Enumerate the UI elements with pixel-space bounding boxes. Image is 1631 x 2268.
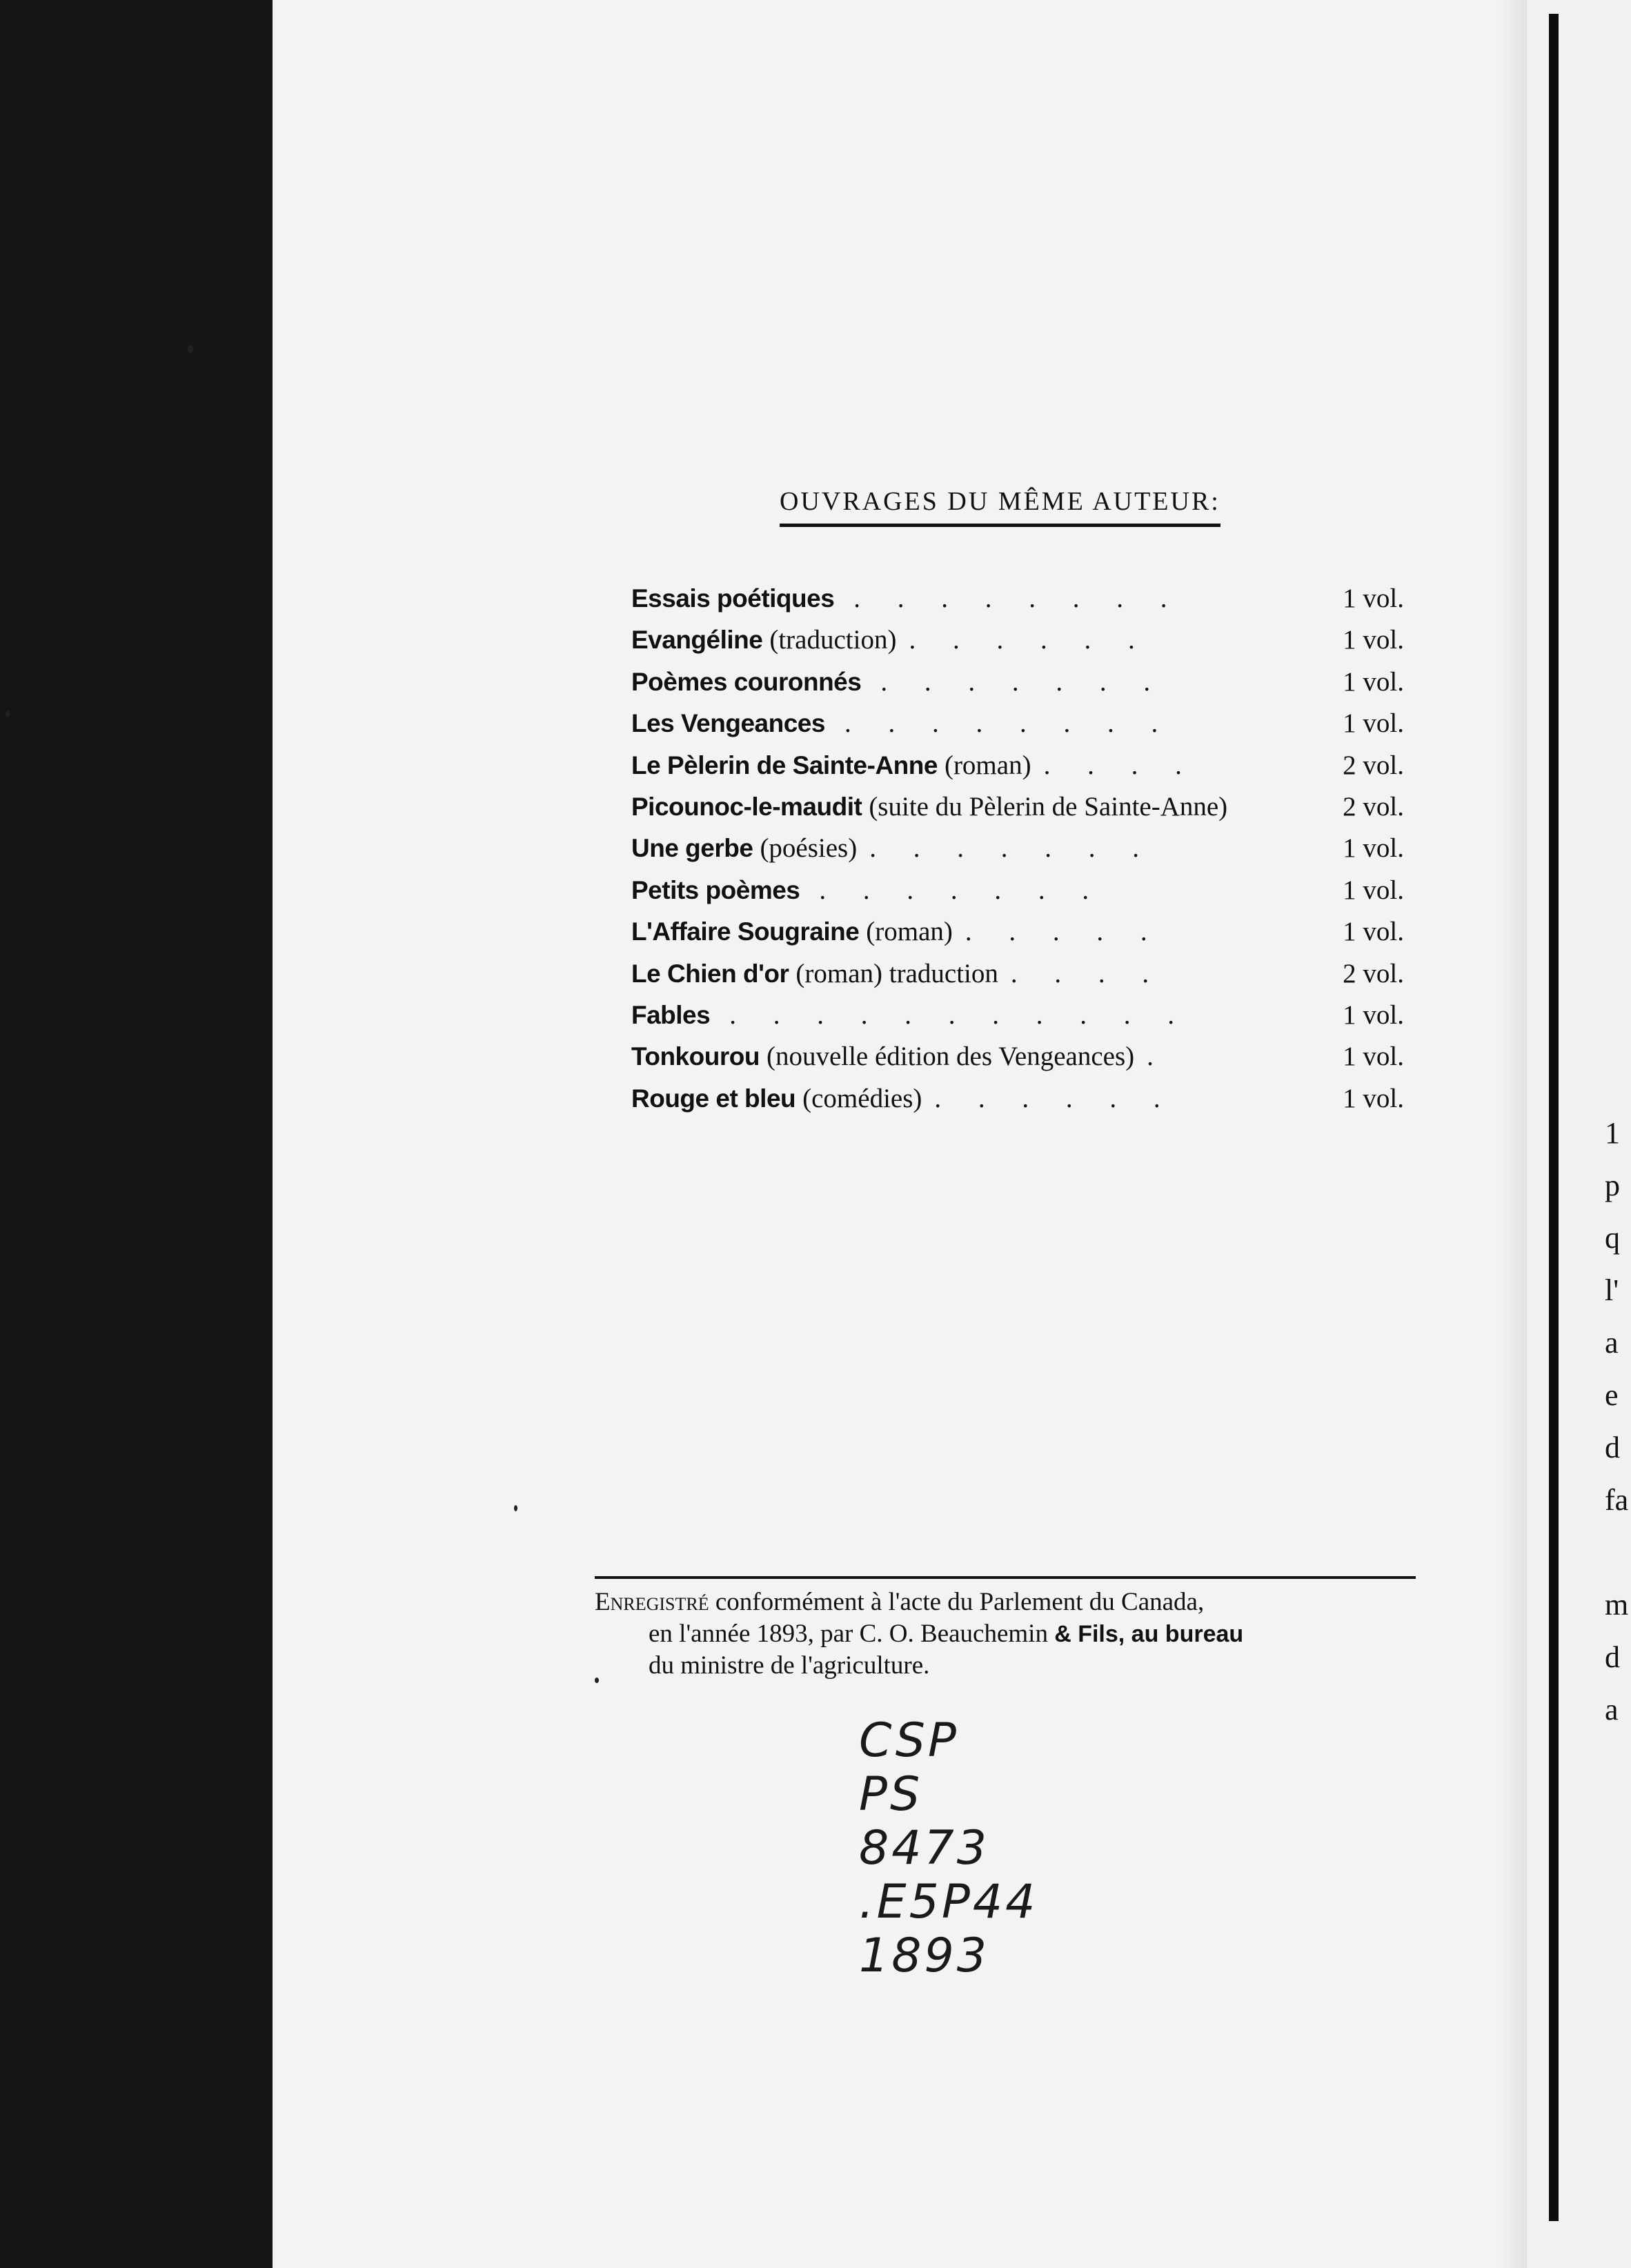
work-leader-dots: . . . . . . . (880, 666, 1166, 697)
work-leader-dots: . . . . . . (909, 625, 1150, 655)
work-title: Petits poèmes (631, 875, 800, 904)
work-title: Le Chien d'or (631, 959, 789, 988)
work-title: Tonkourou (631, 1042, 760, 1071)
work-note: (nouvelle édition des Vengeances) (766, 1042, 1135, 1072)
scan-speck (514, 1505, 517, 1511)
work-note: (poésies) (760, 833, 858, 864)
work-entry (631, 833, 1418, 874)
facing-page-letter: l' (1605, 1273, 1619, 1307)
work-leader-dots: . . . . . . . . . . . (729, 999, 1189, 1030)
work-entry (631, 750, 1418, 791)
work-note: (suite du Pèlerin de Sainte-Anne) (869, 791, 1228, 822)
work-leader-dots: . (1147, 1042, 1169, 1072)
work-entry (631, 916, 1418, 957)
facing-page-letter (1605, 1526, 1628, 1579)
works-list (631, 583, 1418, 1124)
facing-page-text (1605, 1107, 1628, 1736)
work-leader-dots: . . . . . . . . (853, 584, 1183, 613)
works-heading: OUVRAGES DU MÊME AUTEUR: (780, 486, 1220, 527)
work-note: (roman) (944, 750, 1031, 780)
call-number-line: CSP (859, 1713, 959, 1768)
facing-page-letter: q (1605, 1221, 1620, 1255)
work-volume-count: 1 vol. (1343, 875, 1404, 905)
work-title: Essais poétiques (631, 584, 835, 613)
call-number-line: 1893 (859, 1929, 990, 1983)
work-volume-count: 1 vol. (1343, 999, 1404, 1030)
work-leader-dots: . . . . . . . . (844, 708, 1174, 739)
registration-line-1 (595, 1586, 1423, 1618)
work-volume-count: 1 vol. (1343, 1083, 1404, 1113)
work-leader-dots: . . . . . (965, 917, 1163, 947)
work-note: (comédies) (802, 1083, 922, 1113)
work-volume-count: 2 vol. (1343, 791, 1404, 822)
work-leader-dots: . . . . . . . (869, 833, 1154, 864)
work-title: Evangéline (631, 626, 763, 655)
work-note: (roman) traduction (795, 958, 998, 988)
separator-rule (595, 1576, 1416, 1579)
work-entry (631, 1041, 1418, 1082)
call-number-line: PS (859, 1767, 923, 1822)
work-volume-count: 1 vol. (1343, 625, 1404, 655)
facing-page-letter: d (1605, 1431, 1620, 1464)
work-title: Poèmes couronnés (631, 667, 862, 696)
call-number-line: .E5P44 (859, 1875, 1038, 1929)
registration-publisher: & Fils, au bureau (1054, 1621, 1244, 1647)
facing-page-letter: fa (1605, 1483, 1629, 1517)
work-leader-dots: . . . . (1043, 750, 1197, 780)
work-volume-count: 1 vol. (1343, 833, 1404, 864)
spine-line (1549, 14, 1559, 2221)
work-title: Fables (631, 1000, 711, 1029)
handwritten-call-number (859, 1714, 1038, 1983)
work-note: (traduction) (769, 625, 897, 655)
work-entry (631, 999, 1418, 1041)
work-title: Le Pèlerin de Sainte-Anne (631, 750, 938, 779)
work-title: Rouge et bleu (631, 1084, 796, 1113)
work-volume-count: 2 vol. (1343, 750, 1404, 780)
registration-line-2 (595, 1618, 1423, 1650)
facing-page-letter: 1 (1605, 1116, 1620, 1150)
work-entry (631, 583, 1418, 624)
facing-page-letter: a (1605, 1326, 1619, 1360)
work-entry (631, 958, 1418, 999)
scan-speck (188, 345, 193, 353)
registration-line-2-text: en l'année 1893, par C. O. Beauchemin (649, 1620, 1055, 1648)
work-entry (631, 1083, 1418, 1124)
work-title: Picounoc-le-maudit (631, 792, 862, 821)
facing-page-letter: d (1605, 1640, 1620, 1674)
work-leader-dots: . . . . . . (934, 1083, 1176, 1113)
call-number-line: 8473 (859, 1821, 990, 1876)
work-volume-count: 1 vol. (1343, 666, 1404, 697)
work-entry (631, 708, 1418, 749)
scan-speck (6, 710, 10, 717)
work-entry (631, 875, 1418, 916)
work-volume-count: 1 vol. (1343, 917, 1404, 947)
work-note: (roman) (866, 917, 953, 947)
work-entry (631, 666, 1418, 708)
work-leader-dots: . . . . . . . (819, 875, 1105, 905)
registration-sc-word: Enregistré (595, 1588, 709, 1616)
work-title: Une gerbe (631, 834, 753, 863)
work-title: L'Affaire Sougraine (631, 917, 860, 946)
registration-line-1-text: conformément à l'acte du Parlement du Canada, (709, 1588, 1205, 1616)
work-volume-count: 1 vol. (1343, 708, 1404, 739)
work-leader-dots: . . . . (1010, 958, 1165, 988)
work-volume-count: 1 vol. (1343, 1042, 1404, 1072)
work-volume-count: 1 vol. (1343, 584, 1404, 613)
facing-page-letter: a (1605, 1693, 1619, 1727)
work-title: Les Vengeances (631, 709, 825, 738)
work-volume-count: 2 vol. (1343, 958, 1404, 988)
registration-line-3: du ministre de l'agriculture. (649, 1651, 930, 1680)
scan-speck (595, 1678, 599, 1683)
facing-page-letter: p (1605, 1168, 1620, 1202)
registration-notice (595, 1586, 1423, 1682)
work-entry (631, 624, 1418, 666)
work-entry (631, 791, 1418, 833)
facing-page-letter: e (1605, 1378, 1619, 1412)
facing-page-letter: m (1605, 1588, 1629, 1622)
